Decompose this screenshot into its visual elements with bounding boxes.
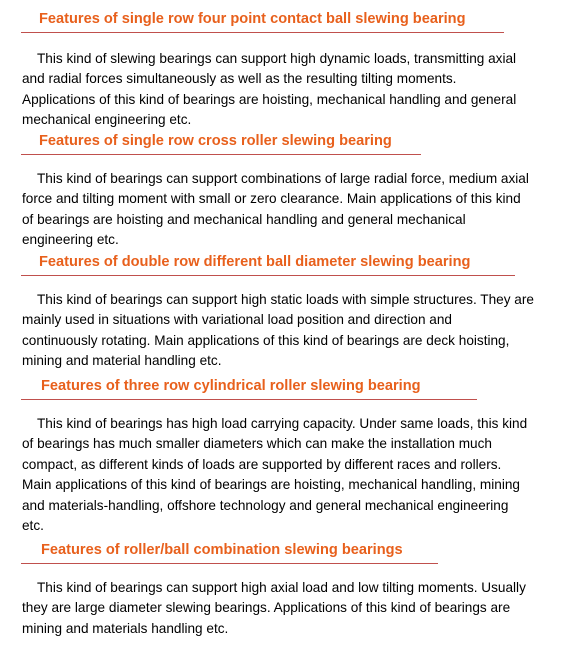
- body-line: continuously rotating. Main applications of this kind of bearings are deck hoisting,: [22, 332, 510, 348]
- section-body: [22, 290, 570, 372]
- section-heading: Features of double row different ball diameter slewing bearing: [39, 254, 471, 270]
- body-line: engineering etc.: [22, 232, 119, 248]
- body-line: and radial forces simultaneously as well as the resulting tilting moments.: [22, 71, 457, 87]
- body-line: Applications of this kind of bearings are hoisting, mechanical handling and general: [22, 91, 517, 107]
- section-heading: Features of three row cylindrical roller slewing bearing: [41, 378, 421, 394]
- body-line: mining and material handling etc.: [22, 353, 222, 369]
- heading-underline: [21, 10, 504, 33]
- heading-underline: [21, 132, 421, 155]
- body-line: This kind of bearings can support high axial load and low tilting moments. Usually: [37, 580, 526, 595]
- body-line: of bearings has much smaller diameters which can make the installation much: [22, 436, 492, 452]
- section-heading: Features of single row cross roller slewing bearing: [39, 133, 392, 149]
- body-line: compact, as different kinds of loads are supported by different races and rollers.: [22, 456, 502, 472]
- body-line: This kind of slewing bearings can support high dynamic loads, transmitting axial: [37, 51, 517, 66]
- body-line: This kind of bearings has high load carrying capacity. Under same loads, this kind: [37, 416, 528, 431]
- body-line: mining and materials handling etc.: [22, 620, 229, 636]
- heading-underline: [21, 541, 438, 564]
- body-line: This kind of bearings can support high static loads with simple structures. They are: [37, 292, 534, 307]
- section-heading: Features of single row four point contact ball slewing bearing: [39, 11, 466, 27]
- section-body: [22, 414, 570, 536]
- section-body: [22, 578, 570, 639]
- body-line: mechanical engineering etc.: [22, 112, 192, 128]
- body-line: of bearings are hoisting and mechanical handling and general mechanical: [22, 211, 466, 227]
- body-line: mainly used in situations with variational load position and direction and: [22, 312, 452, 328]
- body-line: This kind of bearings can support combinations of large radial force, medium axial: [37, 171, 529, 186]
- section-body: [22, 169, 570, 251]
- body-line: force and tilting moment with small or zero clearance. Main applications of this kind: [22, 191, 521, 207]
- body-line: they are large diameter slewing bearings. Applications of this kind of bearings are: [22, 600, 511, 616]
- body-line: etc.: [22, 518, 44, 534]
- heading-underline: [21, 253, 515, 276]
- section-heading: Features of roller/ball combination slewing bearings: [41, 542, 403, 558]
- heading-underline: [21, 377, 477, 400]
- section-body: [22, 49, 570, 131]
- body-line: Main applications of this kind of bearings are hoisting, mechanical handling, mining: [22, 477, 520, 493]
- body-line: and materials-handling, offshore technology and general mechanical engineering: [22, 497, 509, 513]
